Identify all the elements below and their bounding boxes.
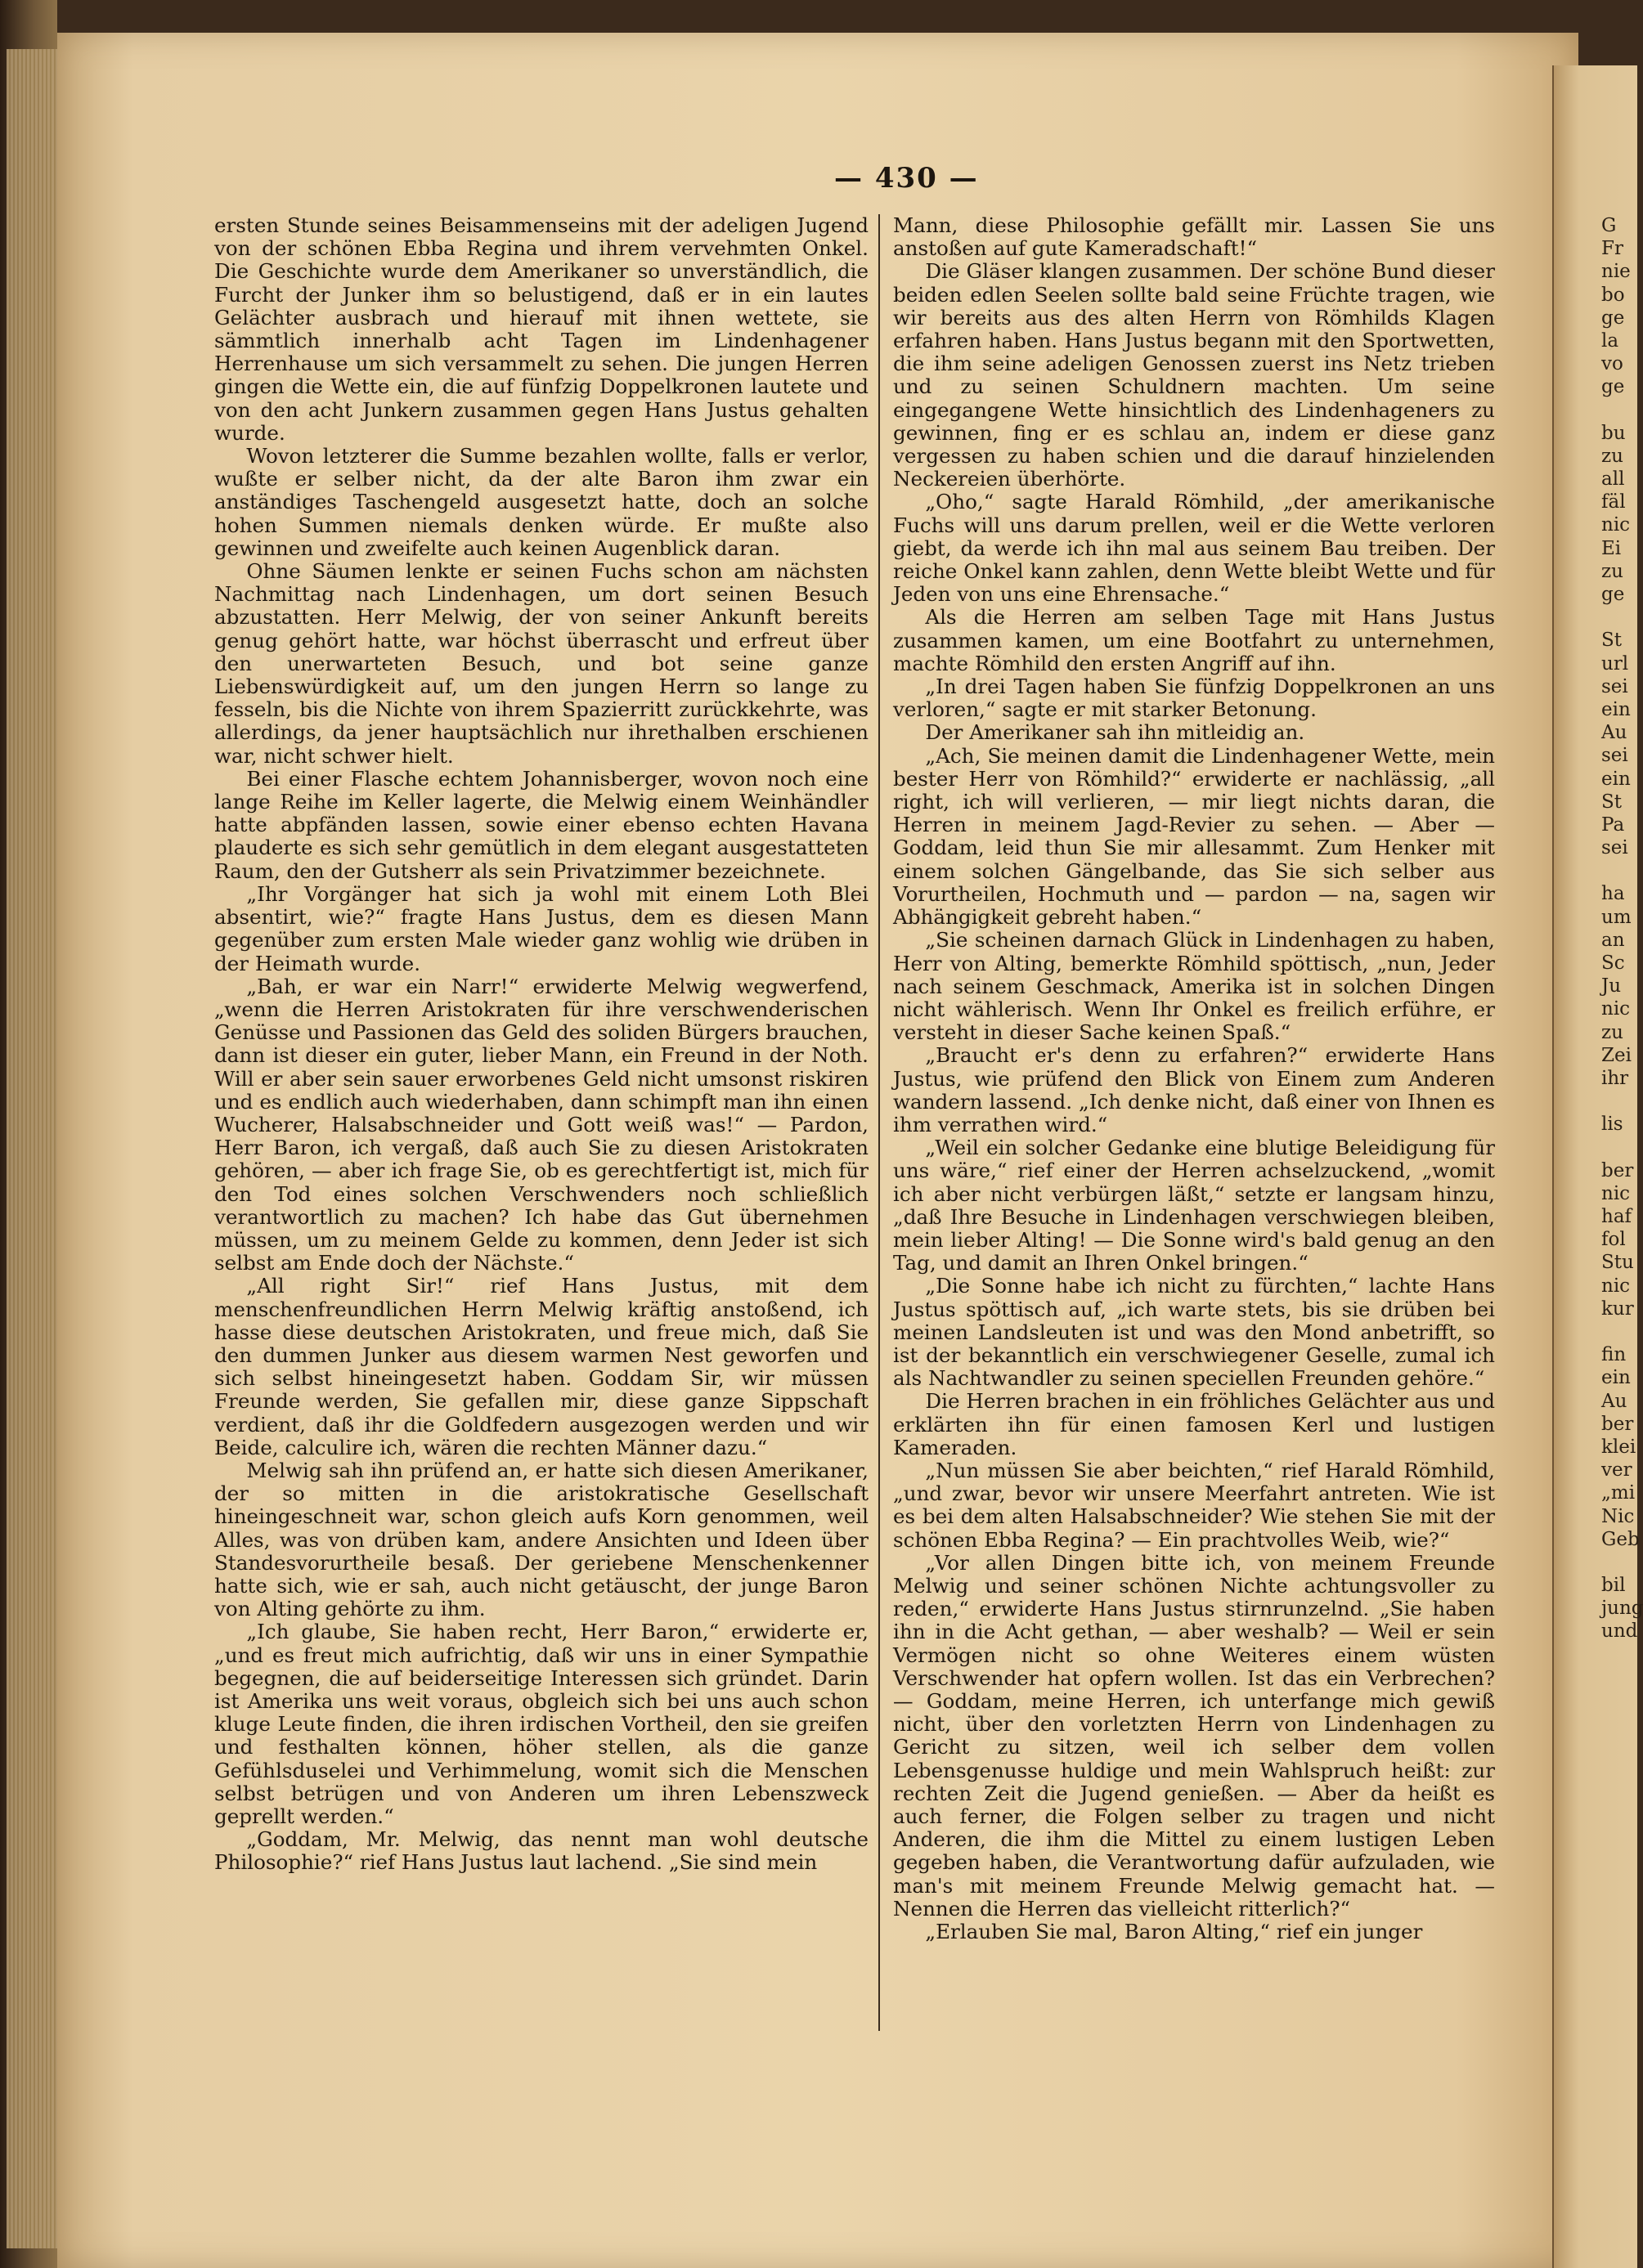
- edge-fragment: jung: [1601, 1598, 1643, 1620]
- edge-fragment: an: [1601, 929, 1625, 951]
- paragraph: „Ich glaube, Sie haben recht, Herr Baron,“ erwiderte er, „und es freut mich aufrichtig, daß wir uns in einer Sympathie begegnen, die auf beiderseitige Interessen sich gründet. Darin ist Amerika uns weit voraus, obgleich sich bei uns auch schon kluge Leute finden, die ihren irdischen Vortheil, den sie greifen und festhalten können, höher stellen, als die ganze Gefühlsduselei und Verhimmelung, womit sich die Menschen selbst betrügen und von Anderen um ihren Lebenszweck geprellt werden.“: [214, 1620, 869, 1829]
- paragraph: Die Gläser klangen zusammen. Der schöne Bund dieser beiden edlen Seelen sollte bald seine Früchte tragen, wie wir bereits aus des alten Herrn von Römhilds Klagen erfahren haben. Hans Justus begann mit den Sportwetten, die ihm seine adeligen Genossen zuerst ins Netz trieben und zu seinen Schuldnern machten. Um seine eingegangene Wette hinsichtlich des Lindenhageners zu gewinnen, fing er es schlau an, indem er diese ganz vergessen zu haben schien und die darauf hinzielenden Neckereien überhörte.: [893, 259, 1495, 491]
- paragraph: „Goddam, Mr. Melwig, das nennt man wohl deutsche Philosophie?“ rief Hans Justus laut lachend. „Sie sind mein: [214, 1827, 869, 1875]
- paragraph: „Erlauben Sie mal, Baron Alting,“ rief ein junger: [925, 1920, 1423, 1944]
- edge-fragment: nic: [1601, 1182, 1631, 1204]
- paragraph: Der Amerikaner sah ihn mitleidig an.: [925, 720, 1305, 745]
- edge-fragment: url: [1601, 652, 1629, 675]
- edge-fragment: Zei: [1601, 1044, 1632, 1066]
- paragraph: Ohne Säumen lenkte er seinen Fuchs schon am nächsten Nachmittag nach Lindenhagen, um dort seinen Besuch abzustatten. Herr Melwig, der von seiner Ankunft bereits genug gehört hatte, war höchst überrascht und erfreut über den unerwarteten Besuch, und bot seine ganze Liebenswürdigkeit auf, um den jungen Herrn so lange zu fesseln, bis die Nichte von ihrem Spazierritt zurückkehrte, was allerdings, da jener hauptsächlich nur ihrethalben erschienen war, nicht schwer hielt.: [214, 559, 869, 768]
- edge-fragment: fäl: [1601, 491, 1626, 513]
- edge-fragment: Pa: [1601, 814, 1625, 836]
- paragraph: „Ihr Vorgänger hat sich ja wohl mit einem Loth Blei absentirt, wie?“ fragte Hans Justus, dem es diesen Mann gegenüber zum ersten Male wieder ganz wohlig wie drüben in der Heimath wurde.: [214, 881, 869, 975]
- edge-fragment: haf: [1601, 1206, 1632, 1228]
- edge-fragment: Ei: [1601, 537, 1622, 559]
- edge-fragment: sei: [1601, 837, 1628, 859]
- paragraph: Als die Herren am selben Tage mit Hans Justus zusammen kamen, um eine Bootfahrt zu unternehmen, machte Römhild den ersten Angriff auf ihn.: [893, 605, 1495, 675]
- edge-fragment: nie: [1601, 261, 1631, 283]
- edge-fragment: all: [1601, 468, 1625, 491]
- facing-page-fragments: [1601, 214, 1643, 1643]
- edge-fragment: bu: [1601, 422, 1626, 444]
- paragraph: Wovon letzterer die Summe bezahlen wollte, falls er verlor, wußte er selber nicht, da der alte Baron ihm zwar ein anständiges Taschengeld ausgesetzt hatte, doch an solche hohen Summen niemals denken würde. Er mußte also gewinnen und zweifelte auch keinen Augenblick daran.: [214, 444, 869, 560]
- page-number: — 430 —: [834, 162, 979, 195]
- edge-fragment: ge: [1601, 307, 1625, 329]
- edge-fragment: nic: [1601, 514, 1631, 536]
- edge-fragment: [1601, 1551, 1636, 1574]
- edge-fragment: [1601, 606, 1636, 629]
- paragraph: Melwig sah ihn prüfend an, er hatte sich diesen Amerikaner, der so mitten in die aristokratische Gesellschaft hineingeschneit war, schon gleich aufs Korn genommen, weil Alles, was von drüben kam, andere Ansichten und Ideen über Standesvorurtheile besaß. Der geriebene Menschenkenner hatte sich, wie er sah, auch nicht getäuscht, der junge Baron von Alting gehörte zu ihm.: [214, 1458, 869, 1621]
- edge-fragment: nic: [1601, 998, 1631, 1020]
- paragraph: „Ach, Sie meinen damit die Lindenhagener Wette, mein bester Herr von Römhild?“ erwiderte er nachlässig, „all right, ich will verlieren, — mir liegt nichts daran, die Herren in meinem Jagd-Revier zu sehen. — Aber — Goddam, leid thun Sie mir allesammt. Zum Henker mit einem solchen Gängelbande, das Sie sich selber aus Vorurtheilen, Hochmuth und — pardon — na, sagen wir Abhängigkeit gebreht haben.“: [893, 743, 1495, 930]
- edge-fragment: nic: [1601, 1275, 1631, 1297]
- edge-fragment: ge: [1601, 376, 1625, 398]
- paragraph: „Oho,“ sagte Harald Römhild, „der amerikanische Fuchs will uns darum prellen, weil er die Wette verloren giebt, da werde ich ihn mal aus seinem Bau treiben. Der reiche Onkel kann zahlen, denn Wette bleibt Wette und für Jeden von uns eine Ehrensache.“: [893, 490, 1495, 607]
- edge-fragment: „mi: [1601, 1482, 1636, 1504]
- paragraph: Bei einer Flasche echtem Johannisberger, wovon noch eine lange Reihe im Keller lagerte, die Melwig einem Weinhändler hatte abpfänden lassen, sowie einer ebenso echten Havana plauderte es sich sehr gemütlich in dem elegant ausgestatteten Raum, den der Gutsherr als sein Privatzimmer bezeichnete.: [214, 766, 869, 883]
- paragraph: „Die Sonne habe ich nicht zu fürchten,“ lachte Hans Justus spöttisch auf, „ich warte stets, bis sie drüben bei meinen Landsleuten ist und was den Mond anbetrifft, so ist der bekanntlich ein verschwiegener Geselle, zumal ich als Nachtwandler zu seinen speciellen Freunden gehöre.“: [893, 1274, 1495, 1391]
- edge-fragment: zu: [1601, 560, 1623, 582]
- edge-fragment: St: [1601, 630, 1622, 652]
- edge-fragment: ber: [1601, 1159, 1634, 1181]
- paragraph: „In drei Tagen haben Sie fünfzig Doppelkronen an uns verloren,“ sagte er mit starker Betonung.: [893, 675, 1495, 722]
- edge-fragment: Ju: [1601, 975, 1622, 997]
- edge-fragment: und: [1601, 1620, 1638, 1643]
- edge-fragment: ein: [1601, 1367, 1631, 1389]
- text-column-left: [214, 214, 869, 1875]
- edge-fragment: [1601, 1136, 1636, 1159]
- paragraph: „All right Sir!“ rief Hans Justus, mit dem menschenfreundlichen Herrn Melwig kräftig anstoßend, ich hasse diese deutschen Aristokraten, und freue mich, daß Sie den dummen Junker aus diesem warmen Nest geworfen und sich selbst hineingesetzt haben. Goddam Sir, wir müssen Freunde werden, Sie gefallen mir, diese ganze Sippschaft verdient, daß ihr die Goldfedern ausgezogen werden und wir Beide, calculire ich, wären die rechten Männer dazu.“: [214, 1274, 869, 1459]
- edge-fragment: zu: [1601, 445, 1623, 467]
- edge-fragment: ver: [1601, 1459, 1632, 1481]
- edge-fragment: sei: [1601, 745, 1628, 767]
- edge-fragment: klei: [1601, 1436, 1636, 1458]
- edge-fragment: kur: [1601, 1298, 1634, 1320]
- edge-fragment: G: [1601, 215, 1617, 236]
- paragraph: ersten Stunde seines Beisammenseins mit der adeligen Jugend von der schönen Ebba Regina und ihrem vervehmten Onkel. Die Geschichte wurde dem Amerikaner so unverständlich, die Furcht der Junker ihm so belustigend, daß er in ein lautes Gelächter ausbrach und hierauf mit ihnen wettete, sie sämmtlich innerhalb acht Tagen im Lindenhagener Herrenhause um sich versammelt zu sehen. Die jungen Herren gingen die Wette ein, die auf fünfzig Doppelkronen lautete und von den acht Junkern zusammen gegen Hans Justus gehalten wurde.: [214, 213, 869, 445]
- edge-fragment: Au: [1601, 1390, 1627, 1412]
- column-divider: [878, 214, 880, 2031]
- edge-fragment: Au: [1601, 722, 1627, 744]
- edge-fragment: fol: [1601, 1229, 1626, 1251]
- page-edges-left: [7, 49, 57, 2248]
- edge-fragment: sei: [1601, 675, 1628, 697]
- edge-fragment: Nic: [1601, 1505, 1635, 1527]
- edge-fragment: St: [1601, 791, 1622, 813]
- edge-fragment: [1601, 859, 1636, 882]
- paragraph: Die Herren brachen in ein fröhliches Gelächter aus und erklärten ihn für einen famosen Kerl und lustigen Kameraden.: [893, 1389, 1495, 1459]
- edge-fragment: bil: [1601, 1575, 1626, 1597]
- paragraph: „Vor allen Dingen bitte ich, von meinem Freunde Melwig und seiner schönen Nichte achtungsvoller zu reden,“ erwiderte Hans Justus stirnrunzelnd. „Sie haben ihn in die Acht gethan, — aber weshalb? — Weil er sein Vermögen nicht so ohne Weiteres einem wüsten Verschwender hat opfern wollen. Ist das ein Verbrechen? — Goddam, meine Herren, ich unterfange mich gewiß nicht, über den vorletzten Herrn von Lindenhagen zu Gericht zu sitzen, weil ich selber dem vollen Lebensgenusse huldige und mein Wahlspruch heißt: zur rechten Zeit die Jugend genießen. — Aber da heißt es auch ferner, die Folgen selber zu tragen und nicht Anderen, die ihm die Mittel zu einem lustigen Leben gegeben haben, die Verantwortung dafür aufzuladen, wie man's mit meinem Freunde Melwig gemacht hat. — Nennen die Herren das vielleicht ritterlich?“: [893, 1550, 1495, 1921]
- text-column-right: [893, 214, 1495, 1943]
- paragraph: „Weil ein solcher Gedanke eine blutige Beleidigung für uns wäre,“ rief einer der Herren achselzuckend, „womit ich aber nicht verbürgen läßt,“ setzte er langsam hinzu, „daß Ihre Besuche in Lindenhagen verschwiegen bleiben, mein lieber Alting! — Die Sonne wird's bald genug an den Tag, und damit an Ihren Onkel bringen.“: [893, 1136, 1495, 1275]
- edge-fragment: ge: [1601, 584, 1625, 605]
- edge-fragment: ber: [1601, 1413, 1634, 1435]
- edge-fragment: ein: [1601, 768, 1631, 790]
- edge-fragment: bo: [1601, 284, 1625, 306]
- paragraph: „Braucht er's denn zu erfahren?“ erwiderte Hans Justus, wie prüfend den Blick von Einem zum Anderen wandern lassend. „Ich denke nicht, daß einer von Ihnen es ihm verrathen wird.“: [893, 1043, 1495, 1136]
- edge-fragment: vo: [1601, 353, 1623, 375]
- edge-fragment: [1601, 399, 1636, 422]
- edge-fragment: ihr: [1601, 1067, 1629, 1089]
- edge-fragment: la: [1601, 329, 1619, 352]
- edge-fragment: Sc: [1601, 952, 1625, 974]
- edge-fragment: um: [1601, 906, 1632, 928]
- paragraph: „Bah, er war ein Narr!“ erwiderte Melwig wegwerfend, „wenn die Herren Aristokraten für ihre verschwenderischen Genüsse und Passionen das Geld des soliden Bürgers brauchen, dann ist dieser ein guter, lieber Mann, ein Freund in der Noth. Will er aber sein sauer erworbenes Geld nicht umsonst riskiren und es endlich auch wiederhaben, dann schimpft man ihn einen Wucherer, Halsabschneider und Gott weiß was!“ — Pardon, Herr Baron, ich vergaß, daß auch Sie zu diesen Aristokraten gehören, — aber ich frage Sie, ob es gerechtfertigt ist, mich für den Tod eines solchen Verschwenders noch schließlich verantwortlich zu machen? Ich habe das Gut übernehmen müssen, um zu meinem Gelde zu kommen, denn Jeder ist sich selbst am Ende doch der Nächste.“: [214, 974, 869, 1275]
- edge-fragment: fin: [1601, 1344, 1627, 1366]
- edge-fragment: ha: [1601, 883, 1625, 905]
- edge-fragment: [1601, 1090, 1636, 1113]
- edge-fragment: lis: [1601, 1114, 1623, 1136]
- paragraph: „Sie scheinen darnach Glück in Lindenhagen zu haben, Herr von Alting, bemerkte Römhild spöttisch, „nun, Jeder nach seinem Geschmack, Amerika ist in solchen Dingen nicht wählerisch. Wenn Ihr Onkel es freilich erführe, er versteht in dieser Sache keinen Spaß.“: [893, 928, 1495, 1045]
- paragraph: Mann, diese Philosophie gefällt mir. Lassen Sie uns anstoßen auf gute Kameradschaft!“: [893, 213, 1495, 261]
- edge-fragment: zu: [1601, 1021, 1623, 1043]
- edge-fragment: Stu: [1601, 1252, 1634, 1274]
- paragraph: „Nun müssen Sie aber beichten,“ rief Harald Römhild, „und zwar, bevor wir unsere Meerfahrt antreten. Wie ist es bei dem alten Halsabschneider? Wie stehen Sie mit der schönen Ebba Regina? — Ein prachtvolles Weib, wie?“: [893, 1458, 1495, 1552]
- edge-fragment: ein: [1601, 698, 1631, 720]
- edge-fragment: [1601, 1320, 1636, 1343]
- edge-fragment: Geb: [1601, 1528, 1640, 1550]
- edge-fragment: Fr: [1601, 238, 1623, 260]
